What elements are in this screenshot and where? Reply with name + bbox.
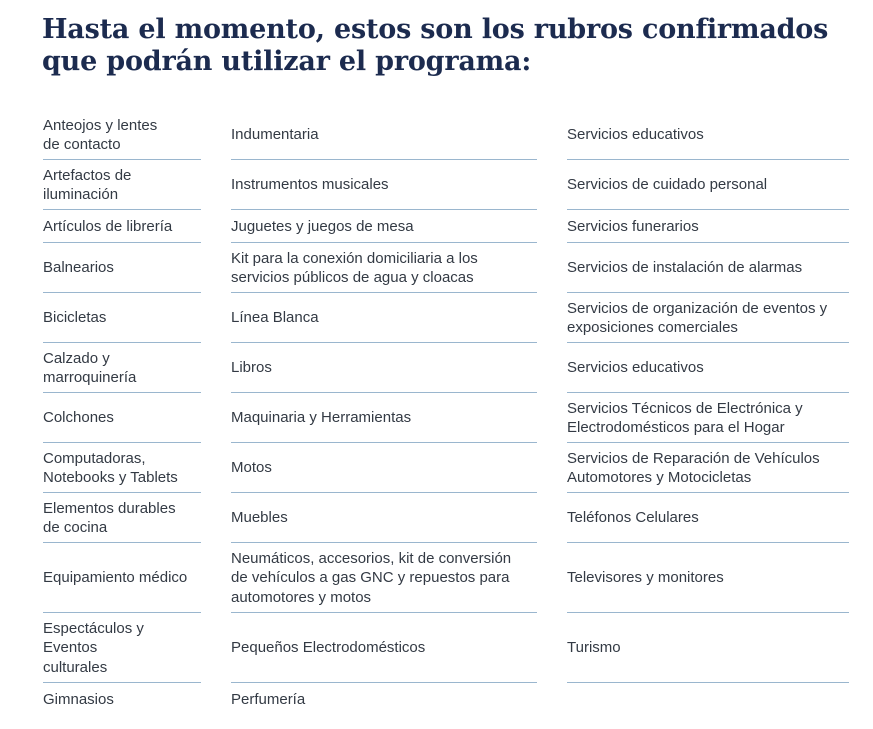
- rubro-col2-item: Juguetes y juegos de mesa: [231, 210, 537, 243]
- rubro-col3-item: Turismo: [567, 613, 849, 683]
- table-row: [43, 443, 853, 493]
- rubro-col3-item: Servicios de instalación de alarmas: [567, 243, 849, 293]
- rubro-col2-item: Muebles: [231, 493, 537, 543]
- rubro-col3-item: Servicios Técnicos de Electrónica y Electrodomésticos para el Hogar: [567, 393, 849, 443]
- rubro-col1-item: Anteojos y lentes de contacto: [43, 110, 201, 160]
- table-row: [43, 343, 853, 393]
- rubro-col3-item: Servicios de organización de eventos y exposiciones comerciales: [567, 293, 849, 343]
- rubro-col2-item: Kit para la conexión domiciliaria a los servicios públicos de agua y cloacas: [231, 243, 537, 293]
- rubro-col2-item: Perfumería: [231, 691, 306, 709]
- page-title-line-1: Hasta el momento, estos son los rubros confirmados: [42, 14, 829, 45]
- rubro-col1-item: Colchones: [43, 393, 201, 443]
- table-row: [43, 543, 853, 613]
- rubro-col3-item: Teléfonos Celulares: [567, 493, 849, 543]
- rubro-col2-item: Instrumentos musicales: [231, 160, 537, 210]
- rubro-col1-item: Artículos de librería: [43, 210, 201, 243]
- rubro-col3-item: Servicios educativos: [567, 110, 849, 160]
- page-title-line-2: que podrán utilizar el programa:: [42, 46, 532, 77]
- rubro-col2-item: Pequeños Electrodomésticos: [231, 613, 537, 683]
- table-row: [43, 613, 853, 683]
- table-row: [43, 210, 853, 243]
- rubro-col1-item: Elementos durables de cocina: [43, 493, 201, 543]
- rubro-col2-item: Línea Blanca: [231, 293, 537, 343]
- rubro-col3-item: Televisores y monitores: [567, 543, 849, 613]
- rubro-col1-item: Computadoras, Notebooks y Tablets: [43, 443, 201, 493]
- rubro-col1-item: Bicicletas: [43, 293, 201, 343]
- table-row: [43, 243, 853, 293]
- rubro-col2-item: Indumentaria: [231, 110, 537, 160]
- rubro-col3-item: Servicios de Reparación de Vehículos Automotores y Motocicletas: [567, 443, 849, 493]
- rubro-col2-item: Motos: [231, 443, 537, 493]
- rubro-col2-item: Neumáticos, accesorios, kit de conversión de vehículos a gas GNC y repuestos para automotores y motos: [231, 543, 537, 613]
- rubro-col3-item: Servicios de cuidado personal: [567, 160, 849, 210]
- table-row: [43, 393, 853, 443]
- table-row: [43, 160, 853, 210]
- table-row: [43, 110, 853, 160]
- rubro-col1-item: Calzado y marroquinería: [43, 343, 201, 393]
- rubro-col1-item: Equipamiento médico: [43, 543, 201, 613]
- rubro-col2-item: Libros: [231, 343, 537, 393]
- rubro-col1-item: Espectáculos y Eventos culturales: [43, 613, 201, 683]
- rubro-col2-item: Maquinaria y Herramientas: [231, 393, 537, 443]
- rubro-col3-item: Servicios funerarios: [567, 210, 849, 243]
- page-title: [42, 14, 842, 78]
- rubro-col3-item: Servicios educativos: [567, 343, 849, 393]
- table-row: [43, 293, 853, 343]
- rubro-col1-item: Artefactos de iluminación: [43, 160, 201, 210]
- rubro-col3-item: [567, 683, 849, 716]
- table-row: [43, 493, 853, 543]
- table-row: [43, 683, 853, 716]
- rubro-col1-item: Balnearios: [43, 243, 201, 293]
- rubros-table: [43, 110, 853, 716]
- rubro-col1-item: Gimnasios: [43, 691, 114, 709]
